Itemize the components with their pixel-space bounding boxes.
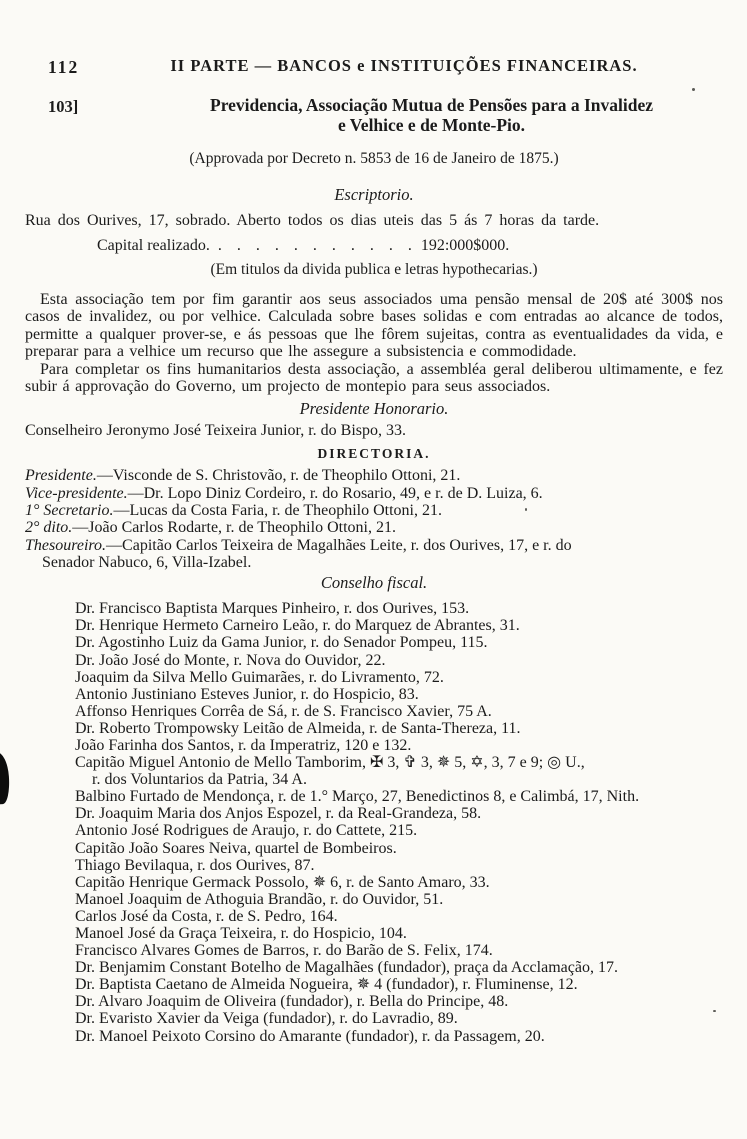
- ink-stain: [0, 752, 11, 805]
- entry-title-line1: Previdencia, Associação Mutua de Pensões para a Invalidez: [210, 95, 653, 115]
- approval-note: (Approvada por Decreto n. 5853 de 16 de Janeiro de 1875.): [189, 150, 559, 167]
- fiscal-member: Dr. Manoel Peixoto Corsino do Amarante (fundador), r. da Passagem, 20.: [75, 1027, 545, 1045]
- capital-label: Capital realizado.: [97, 237, 210, 254]
- description-paragraph: Para completar os fins humanitarios desta associação, a assembléa geral deliberou ultimamente, e fez subir á approvação do Governo, um projecto de montepio para seus associados.: [25, 360, 723, 396]
- fiscal-member: Dr. Baptista Caetano de Almeida Nogueira, ✵ 4 (fundador), r. Fluminense, 12.: [75, 976, 578, 994]
- board-member-text: —Visconde de S. Christovão, r. de Theophilo Ottoni, 21.: [96, 467, 461, 485]
- fiscal-member: Dr. Alvaro Joaquim de Oliveira (fundador), r. Bella do Principe, 48.: [75, 993, 509, 1011]
- office-address: Rua dos Ourives, 17, sobrado. Aberto todos os dias uteis das 5 ás 7 horas da tarde.: [25, 212, 600, 229]
- fiscal-member: Francisco Alvares Gomes de Barros, r. do Barão de S. Felix, 174.: [75, 942, 493, 960]
- page-content: [25, 0, 723, 1045]
- fiscal-member: Joaquim da Silva Mello Guimarães, r. do Livramento, 72.: [75, 668, 444, 686]
- board-member: [25, 502, 723, 519]
- fiscal-member: Dr. Joaquim Maria dos Anjos Espozel, r. da Real-Grandeza, 58.: [75, 805, 482, 823]
- board-member-role: 2° dito.: [25, 519, 73, 537]
- honorary-president-heading: Presidente Honorario.: [299, 399, 449, 419]
- fiscal-member: João Farinha dos Santos, r. da Imperatriz, 120 e 132.: [75, 736, 412, 754]
- board-member: [25, 485, 723, 502]
- board-heading: DIRECTORIA.: [317, 446, 431, 462]
- description-paragraph: Esta associação tem por fim garantir aos seus associados uma pensão mensal de 20$ até 300$ nos casos de invalidez, ou por velhice. Calculada sobre bases solidas e com entradas ao alcance de todos, permitte a qualquer prover-se, e ás pessoas que lhe fôrem sujeitas, contra as eventualidades da vida, e preparar para a velhice um recurso que lhe assegure a subsistencia e commodidade.: [25, 291, 723, 361]
- board-member-role: Presidente.: [25, 467, 97, 485]
- fiscal-member: Carlos José da Costa, r. de S. Pedro, 164.: [75, 907, 338, 925]
- fiscal-member: Affonso Henriques Corrêa de Sá, r. de S. Francisco Xavier, 75 A.: [75, 702, 492, 720]
- board-member-role: Thesoureiro.: [25, 536, 107, 554]
- board-member-role: 1° Secretario.: [25, 502, 114, 520]
- fiscal-member: Dr. Roberto Trompowsky Leitão de Almeida, r. de Santa-Thereza, 11.: [75, 719, 521, 737]
- fiscal-member: Dr. Agostinho Luiz da Gama Junior, r. do Senador Pompeu, 115.: [75, 634, 488, 652]
- board-member: [25, 537, 723, 554]
- capital-note: (Em titulos da divida publica e letras hypothecarias.): [210, 261, 538, 278]
- page-number: 112: [48, 57, 80, 77]
- office-heading: Escriptorio.: [334, 185, 414, 204]
- fiscal-member: Balbino Furtado de Mendonça, r. de 1.° Março, 27, Benedictinos 8, e Calimbá, 17, Nith.: [75, 788, 640, 806]
- fiscal-member: Capitão Henrique Germack Possolo, ✵ 6, r. de Santo Amaro, 33.: [75, 873, 490, 891]
- fiscal-member: Antonio Justiniano Esteves Junior, r. do Hospicio, 83.: [75, 685, 419, 703]
- fiscal-member: Manoel Joaquim de Athoguia Brandão, r. do Ouvidor, 51.: [75, 890, 444, 908]
- fiscal-member: Dr. João José do Monte, r. Nova do Ouvidor, 22.: [75, 651, 386, 669]
- running-header: II PARTE — BANCOS e INSTITUIÇÕES FINANCEIRAS.: [170, 56, 638, 75]
- board-list: [25, 467, 723, 571]
- capital-line: [25, 237, 723, 254]
- fiscal-member: Dr. Francisco Baptista Marques Pinheiro, r. dos Ourives, 153.: [75, 600, 470, 618]
- fiscal-member: Manoel José da Graça Teixeira, r. do Hospicio, 104.: [75, 925, 407, 942]
- entry-title-line2: e Velhice e de Monte-Pio.: [337, 114, 526, 135]
- fiscal-member: Dr. Henrique Hermeto Carneiro Leão, r. do Marquez de Abrantes, 31.: [75, 617, 520, 635]
- fiscal-council-heading: Conselho fiscal.: [320, 573, 428, 593]
- capital-value: 192:000$000.: [420, 237, 510, 254]
- board-member-role: Vice-presidente.: [25, 484, 128, 502]
- fiscal-member: Capitão João Soares Neiva, quartel de Bombeiros.: [75, 839, 397, 857]
- board-member: [25, 519, 723, 536]
- fiscal-member-continuation: r. dos Voluntarios da Patria, 34 A.: [92, 771, 307, 789]
- entry-title: [25, 96, 723, 135]
- board-member-continuation: Senador Nabuco, 6, Villa-Izabel.: [42, 553, 252, 571]
- fiscal-member: Thiago Bevilaqua, r. dos Ourives, 87.: [75, 856, 315, 874]
- fiscal-member: Dr. Evaristo Xavier da Veiga (fundador), r. do Lavradio, 89.: [75, 1010, 458, 1028]
- description: [25, 291, 723, 395]
- board-member-text: —Dr. Lopo Diniz Cordeiro, r. do Rosario, 49, e r. de D. Luiza, 6.: [127, 484, 543, 502]
- fiscal-member: Antonio José Rodrigues de Araujo, r. do Cattete, 215.: [75, 822, 418, 840]
- honorary-president-name: Conselheiro Jeronymo José Teixeira Junior, r. do Bispo, 33.: [25, 422, 407, 440]
- fiscal-member: Capitão Miguel Antonio de Mello Tamborim, ✠ 3, ✞ 3, ✵ 5, ✡, 3, 7 e 9; ◎ U.,: [75, 754, 585, 772]
- fiscal-member: Dr. Benjamim Constant Botelho de Magalhães (fundador), praça da Acclamação, 17.: [75, 959, 618, 977]
- dot-leader: . . . . . . . . . . .: [217, 237, 413, 254]
- board-member-text: —João Carlos Rodarte, r. de Theophilo Ottoni, 21.: [72, 519, 396, 537]
- fiscal-council-list: [25, 600, 723, 1044]
- board-member-text: —Capitão Carlos Teixeira de Magalhães Leite, r. dos Ourives, 17, e r. do: [106, 536, 572, 554]
- board-member-text: —Lucas da Costa Faria, r. de Theophilo Ottoni, 21.: [113, 502, 442, 520]
- entry-number: 103]: [48, 97, 79, 116]
- board-member: [25, 467, 723, 484]
